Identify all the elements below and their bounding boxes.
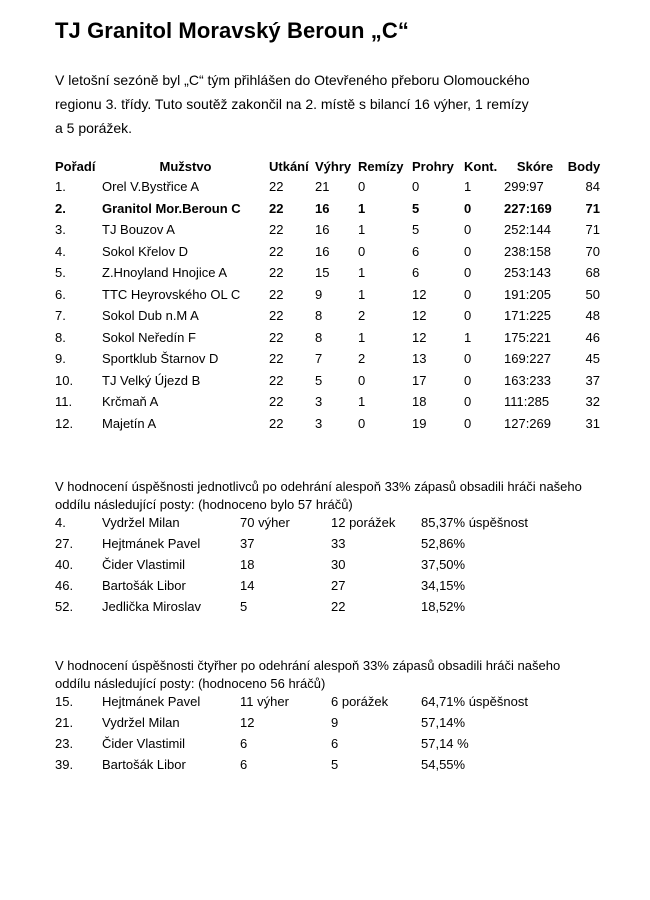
cell-score: 169:227: [504, 351, 551, 367]
cell-wins: 15: [315, 265, 330, 281]
cell-played: 22: [269, 200, 284, 216]
cell-points: 45: [585, 351, 600, 367]
cell-rank: 10.: [55, 372, 74, 388]
standings-row: [55, 305, 602, 327]
singles-row: [55, 575, 571, 596]
cell-forfeits: 0: [464, 200, 472, 216]
cell-rank: 4.: [55, 243, 66, 259]
standings-row: [55, 176, 602, 198]
player-wins: 11 výher: [240, 694, 289, 709]
header-points: Body: [567, 158, 601, 174]
cell-wins: 8: [315, 329, 323, 345]
player-success: 54,55%: [421, 757, 466, 772]
cell-score: 171:225: [504, 308, 551, 324]
player-name: Bartošák Libor: [102, 757, 186, 772]
singles-body: [55, 512, 571, 617]
cell-forfeits: 0: [464, 308, 472, 324]
cell-forfeits: 0: [464, 265, 472, 281]
cell-played: 22: [269, 372, 284, 388]
doubles-table: [55, 691, 571, 775]
cell-score: 227:169: [504, 200, 552, 216]
player-success: 57,14 %: [421, 736, 469, 751]
cell-score: 111:285: [504, 394, 550, 410]
player-name: Hejtmánek Pavel: [102, 536, 201, 551]
header-losses: Prohry: [412, 158, 454, 174]
cell-played: 22: [269, 222, 284, 238]
standings-row: [55, 370, 602, 392]
player-rank: 23.: [55, 736, 74, 751]
cell-losses: 13: [412, 351, 427, 367]
player-success: 64,71% úspěšnost: [421, 694, 528, 709]
player-wins: 5: [240, 599, 248, 614]
standings-row: [55, 413, 602, 435]
player-losses: 33: [331, 536, 346, 551]
cell-forfeits: 1: [464, 179, 472, 195]
cell-points: 46: [585, 329, 600, 345]
cell-wins: 9: [315, 286, 323, 302]
cell-losses: 18: [412, 394, 427, 410]
cell-rank: 8.: [55, 329, 66, 345]
singles-row: [55, 554, 571, 575]
cell-team: TJ Bouzov A: [102, 222, 175, 238]
player-success: 52,86%: [421, 536, 466, 551]
doubles-body: [55, 691, 571, 775]
intro-line: V letošní sezóně byl „C“ tým přihlášen do Otevřeného přeboru Olomouckého: [55, 72, 530, 88]
player-rank: 46.: [55, 578, 74, 593]
header-team: Mužstvo: [159, 158, 212, 174]
cell-wins: 7: [315, 351, 323, 367]
cell-losses: 12: [412, 329, 427, 345]
standings-row: [55, 327, 602, 349]
cell-forfeits: 0: [464, 243, 472, 259]
player-rank: 21.: [55, 715, 74, 730]
player-name: Jedlička Miroslav: [102, 599, 201, 614]
cell-score: 238:158: [504, 243, 551, 259]
cell-rank: 12.: [55, 415, 74, 431]
player-wins: 12: [240, 715, 255, 730]
player-rank: 15.: [55, 694, 74, 709]
cell-losses: 6: [412, 265, 420, 281]
player-success: 34,15%: [421, 578, 466, 593]
cell-wins: 21: [315, 179, 330, 195]
header-score: Skóre: [516, 158, 554, 174]
cell-draws: 1: [358, 394, 366, 410]
cell-team: Sokol Dub n.M A: [102, 308, 199, 324]
player-name: Vydržel Milan: [102, 515, 180, 530]
cell-played: 22: [269, 265, 284, 281]
cell-team: Orel V.Bystřice A: [102, 179, 200, 195]
player-wins: 6: [240, 736, 248, 751]
cell-points: 68: [585, 265, 600, 281]
cell-draws: 0: [358, 243, 366, 259]
cell-wins: 16: [315, 222, 330, 238]
player-name: Čider Vlastimil: [102, 736, 186, 751]
player-rank: 40.: [55, 557, 74, 572]
cell-rank: 7.: [55, 308, 66, 324]
cell-losses: 6: [412, 243, 420, 259]
cell-forfeits: 0: [464, 394, 472, 410]
cell-score: 127:269: [504, 415, 551, 431]
cell-losses: 19: [412, 415, 427, 431]
cell-rank: 2.: [55, 200, 66, 216]
player-success: 85,37% úspěšnost: [421, 515, 528, 530]
doubles-text-line: V hodnocení úspěšnosti čtyřher po odehrání alespoň 33% zápasů obsadili hráči našeho: [55, 658, 561, 673]
cell-team: Majetín A: [102, 415, 157, 431]
cell-wins: 8: [315, 308, 323, 324]
player-losses: 9: [331, 715, 339, 730]
player-success: 18,52%: [421, 599, 466, 614]
cell-wins: 16: [315, 243, 330, 259]
cell-losses: 17: [412, 372, 427, 388]
cell-score: 299:97: [504, 179, 544, 195]
standings-table: [55, 156, 602, 434]
standings-body: [55, 176, 602, 434]
cell-draws: 0: [358, 179, 366, 195]
standings-row: [55, 284, 602, 306]
cell-draws: 1: [358, 329, 366, 345]
intro-line: regionu 3. třídy. Tuto soutěž zakončil na 2. místě s bilancí 16 výher, 1 remízy: [55, 96, 529, 112]
cell-wins: 16: [315, 200, 330, 216]
cell-rank: 5.: [55, 265, 66, 281]
intro-line: a 5 porážek.: [55, 120, 133, 136]
cell-points: 48: [585, 308, 600, 324]
cell-draws: 0: [358, 372, 366, 388]
player-wins: 37: [240, 536, 255, 551]
cell-draws: 1: [358, 265, 366, 281]
cell-draws: 0: [358, 415, 366, 431]
cell-rank: 3.: [55, 222, 66, 238]
cell-draws: 1: [358, 286, 366, 302]
cell-points: 84: [585, 179, 600, 195]
cell-forfeits: 1: [464, 329, 472, 345]
doubles-row: [55, 754, 571, 775]
player-success: 57,14%: [421, 715, 466, 730]
cell-wins: 3: [315, 394, 323, 410]
cell-team: Sokol Křelov D: [102, 243, 188, 259]
singles-row: [55, 533, 571, 554]
player-losses: 5: [331, 757, 339, 772]
player-losses: 30: [331, 557, 346, 572]
doubles-description: [55, 657, 620, 693]
cell-team: Sportklub Štarnov D: [102, 351, 219, 367]
cell-team: TTC Heyrovského OL C: [102, 286, 241, 302]
singles-description: [55, 478, 620, 514]
standings-row: [55, 348, 602, 370]
cell-team: Granitol Mor.Beroun C: [102, 200, 241, 216]
header-draws: Remízy: [358, 158, 404, 174]
cell-draws: 1: [358, 222, 366, 238]
cell-team: Z.Hnoyland Hnojice A: [102, 265, 228, 281]
cell-draws: 2: [358, 351, 366, 367]
player-losses: 6 porážek: [331, 694, 389, 709]
cell-team: Sokol Neředín F: [102, 329, 196, 345]
cell-rank: 6.: [55, 286, 66, 302]
header-played: Utkání: [269, 158, 309, 174]
cell-forfeits: 0: [464, 372, 472, 388]
doubles-row: [55, 712, 571, 733]
cell-forfeits: 0: [464, 351, 472, 367]
cell-points: 71: [585, 200, 600, 216]
player-name: Čider Vlastimil: [102, 557, 186, 572]
intro-paragraph: [55, 68, 615, 140]
header-forfeits: Kont.: [464, 158, 498, 174]
standings-row: [55, 198, 602, 220]
player-name: Vydržel Milan: [102, 715, 180, 730]
cell-losses: 12: [412, 286, 427, 302]
player-losses: 6: [331, 736, 339, 751]
cell-losses: 0: [412, 179, 420, 195]
cell-losses: 5: [412, 200, 420, 216]
cell-points: 31: [585, 415, 600, 431]
cell-score: 175:221: [504, 329, 551, 345]
player-wins: 70 výher: [240, 515, 290, 530]
cell-wins: 5: [315, 372, 323, 388]
cell-draws: 2: [358, 308, 366, 324]
cell-losses: 12: [412, 308, 427, 324]
player-losses: 27: [331, 578, 346, 593]
doubles-row: [55, 733, 571, 754]
cell-score: 191:205: [504, 286, 551, 302]
cell-points: 71: [585, 222, 600, 238]
singles-row: [55, 512, 571, 533]
cell-played: 22: [269, 179, 284, 195]
cell-played: 22: [269, 329, 284, 345]
header-rank: Pořadí: [55, 158, 96, 174]
cell-played: 22: [269, 351, 284, 367]
cell-rank: 1.: [55, 179, 66, 195]
cell-points: 70: [585, 243, 600, 259]
standings-row: [55, 219, 602, 241]
player-rank: 4.: [55, 515, 66, 530]
cell-played: 22: [269, 308, 284, 324]
player-rank: 27.: [55, 536, 74, 551]
player-rank: 39.: [55, 757, 74, 772]
player-wins: 14: [240, 578, 255, 593]
header-wins: Výhry: [315, 158, 352, 174]
cell-played: 22: [269, 286, 284, 302]
singles-row: [55, 596, 571, 617]
cell-points: 37: [585, 372, 600, 388]
cell-points: 50: [585, 286, 600, 302]
cell-rank: 11.: [55, 394, 73, 410]
cell-forfeits: 0: [464, 222, 472, 238]
cell-losses: 5: [412, 222, 420, 238]
player-losses: 12 porážek: [331, 515, 396, 530]
doubles-row: [55, 691, 571, 712]
cell-played: 22: [269, 415, 284, 431]
cell-team: TJ Velký Újezd B: [102, 372, 201, 388]
cell-score: 252:144: [504, 222, 551, 238]
cell-forfeits: 0: [464, 286, 472, 302]
player-name: Hejtmánek Pavel: [102, 694, 201, 709]
standings-row: [55, 262, 602, 284]
page-title: TJ Granitol Moravský Beroun „C“: [55, 18, 409, 43]
player-losses: 22: [331, 599, 346, 614]
cell-forfeits: 0: [464, 415, 472, 431]
cell-points: 32: [585, 394, 600, 410]
cell-score: 253:143: [504, 265, 551, 281]
player-name: Bartošák Libor: [102, 578, 186, 593]
player-success: 37,50%: [421, 557, 466, 572]
cell-played: 22: [269, 243, 284, 259]
player-wins: 18: [240, 557, 255, 572]
cell-played: 22: [269, 394, 284, 410]
cell-wins: 3: [315, 415, 323, 431]
standings-row: [55, 391, 602, 413]
cell-rank: 9.: [55, 351, 66, 367]
doubles-text-line: oddílu následující posty: (hodnoceno 56 hráčů): [55, 676, 326, 691]
cell-draws: 1: [358, 200, 366, 216]
singles-text-line: oddílu následující posty: (hodnoceno bylo 57 hráčů): [55, 497, 353, 512]
standings-header-row: [55, 156, 602, 176]
player-wins: 6: [240, 757, 248, 772]
standings-row: [55, 241, 602, 263]
singles-text-line: V hodnocení úspěšnosti jednotlivců po odehrání alespoň 33% zápasů obsadili hráči našeho: [55, 479, 582, 494]
player-rank: 52.: [55, 599, 74, 614]
singles-table: [55, 512, 571, 617]
cell-team: Krčmaň A: [102, 394, 159, 410]
cell-score: 163:233: [504, 372, 551, 388]
